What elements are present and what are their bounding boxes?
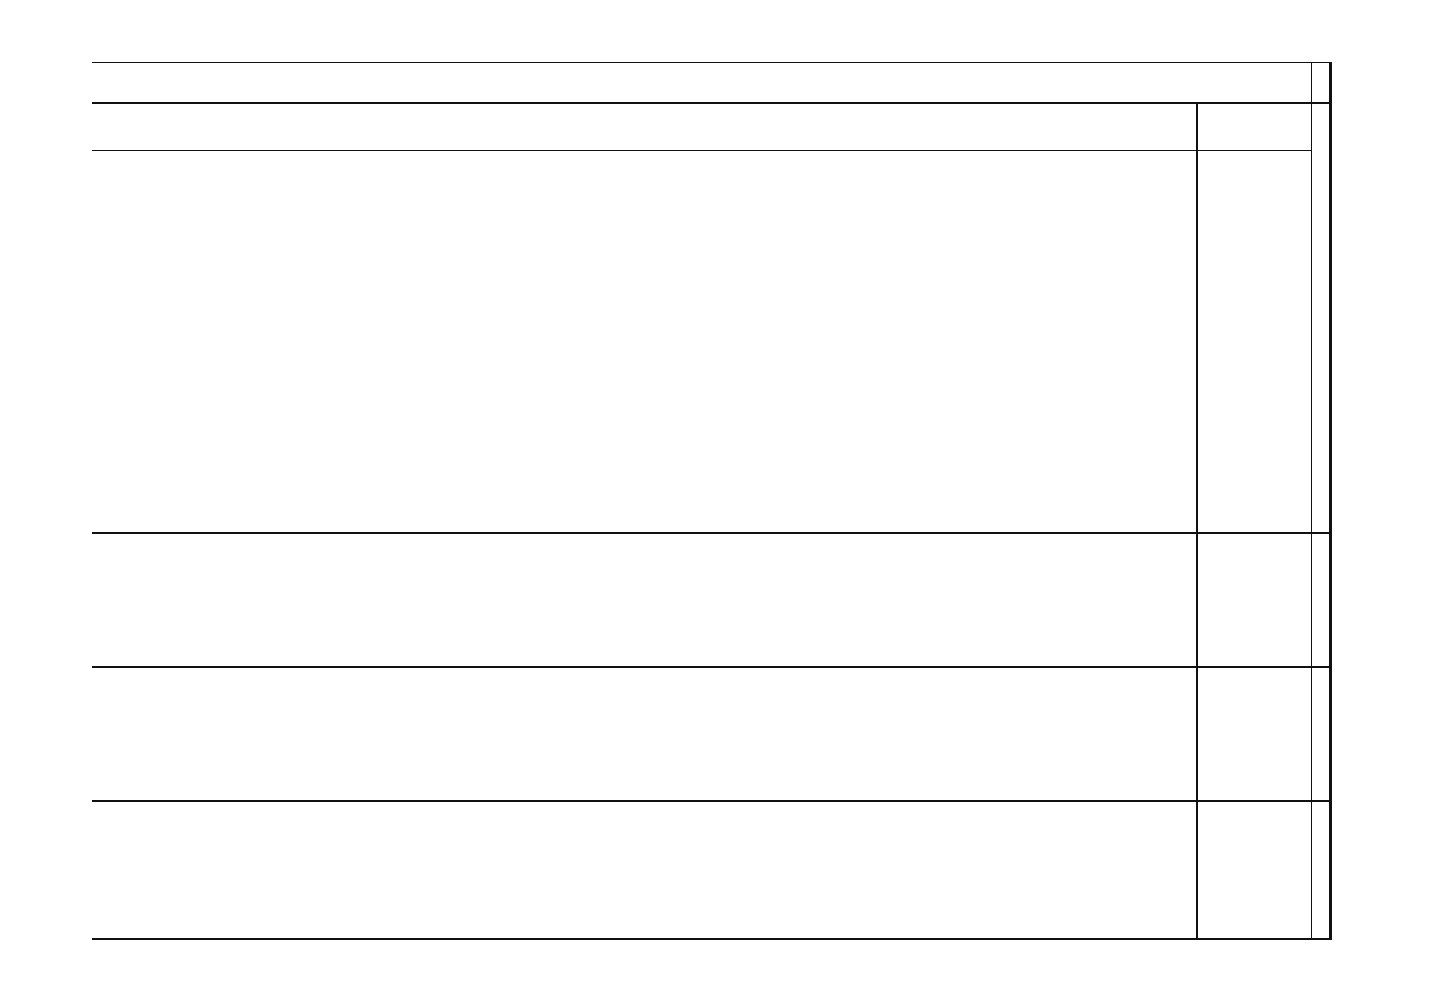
table-right-rule — [92, 938, 1332, 940]
col5-left-rule — [92, 666, 1332, 668]
col1-left-rule — [92, 62, 1332, 63]
col4-left-rule — [92, 532, 1332, 534]
col3-left-rule — [92, 150, 1312, 151]
col6-left-rule — [92, 800, 1332, 802]
table-top-rule — [1329, 62, 1332, 940]
col2-left-rule — [92, 102, 1332, 104]
colnum-rule — [1311, 62, 1312, 940]
footer-text — [0, 604, 10, 610]
header-bottom-rule — [1196, 102, 1198, 940]
